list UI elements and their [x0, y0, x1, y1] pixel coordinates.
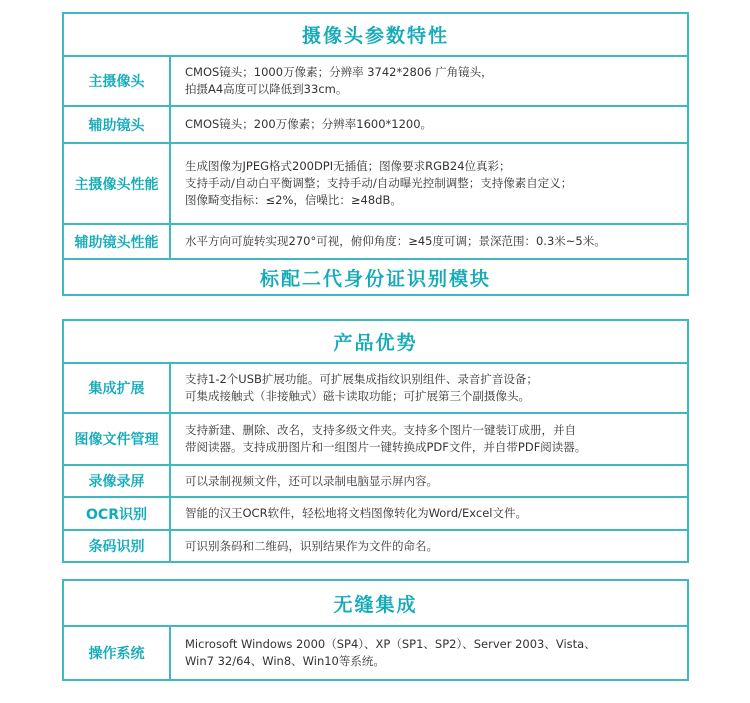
section-title-text: 无缝集成	[333, 593, 418, 616]
row-value: 可以录制视频文件，还可以录制电脑显示屏内容。	[185, 473, 438, 488]
row-label: 主摄像头	[64, 57, 171, 105]
spec-row-aux-camera-performance	[64, 223, 687, 258]
row-value: 支持新建、删除、改名，支持多级文件夹。支持多个图片一键装订成册，并自 带阅读器。支持成册图片和一组图片一键转换成PDF文件，并自带PDF阅读器。	[185, 423, 587, 454]
section-title-camera-specs	[64, 14, 687, 55]
row-value: CMOS镜头；1000万像素；分辨率 3742*2806 广角镜头， 拍摄A4高度可以降低到33cm。	[185, 65, 493, 96]
seamless-integration-table	[62, 579, 689, 681]
row-value: 智能的汉王OCR软件，轻松地将文档图像转化为Word/Excel文件。	[185, 506, 527, 520]
row-label: 操作系统	[64, 627, 171, 679]
row-label: 录像录屏	[64, 466, 171, 496]
section-title-text: 产品优势	[333, 332, 418, 354]
row-value: 生成图像为JPEG格式200DPI无插值；图像要求RGB24位真彩； 支持手动/自动白平衡调整；支持手动/自动曝光控制调整；支持像素自定义； 图像畸变指标：≤2%，信噪比：≥48dB。	[185, 159, 573, 207]
row-label: OCR识别	[64, 498, 171, 529]
adv-row-recording	[64, 464, 687, 496]
adv-row-file-management	[64, 412, 687, 464]
row-value: Microsoft Windows 2000（SP4）、XP（SP1、SP2）、Server 2003、Vista、 Win7 32/64、Win8、Win10等系统。	[185, 637, 596, 668]
row-value: 可识别条码和二维码，识别结果作为文件的命名。	[185, 538, 438, 553]
row-value: 水平方向可旋转实现270°可视，俯仰角度：≥45度可调；景深范围：0.3米~5米。	[185, 234, 606, 248]
product-advantages-table	[62, 319, 689, 563]
row-value: CMOS镜头；200万像素；分辨率1600*1200。	[185, 117, 433, 131]
section-title-integration	[64, 581, 687, 625]
adv-row-integration	[64, 362, 687, 412]
spec-row-main-camera	[64, 55, 687, 105]
adv-row-ocr	[64, 496, 687, 529]
integration-row-os	[64, 625, 687, 679]
footer-text: 标配二代身份证识别模块	[259, 267, 491, 290]
row-label: 主摄像头性能	[64, 144, 171, 223]
row-label: 条码识别	[64, 531, 171, 561]
section-title-advantages	[64, 321, 687, 362]
section-title-text: 摄像头参数特性	[301, 25, 449, 47]
row-label: 集成扩展	[64, 364, 171, 412]
row-label: 辅助镜头性能	[64, 225, 171, 258]
row-value: 支持1-2个USB扩展功能。可扩展集成指纹识别组件、录音扩音设备； 可集成接触式（非接触式）磁卡读取功能；可扩展第三个副摄像头。	[185, 372, 538, 403]
spec-row-aux-camera	[64, 105, 687, 142]
row-label: 辅助镜头	[64, 107, 171, 142]
section-footer-id-module	[64, 258, 687, 294]
camera-specs-table	[62, 12, 689, 296]
spec-row-main-camera-performance	[64, 142, 687, 223]
row-label: 图像文件管理	[64, 414, 171, 464]
adv-row-barcode	[64, 529, 687, 561]
